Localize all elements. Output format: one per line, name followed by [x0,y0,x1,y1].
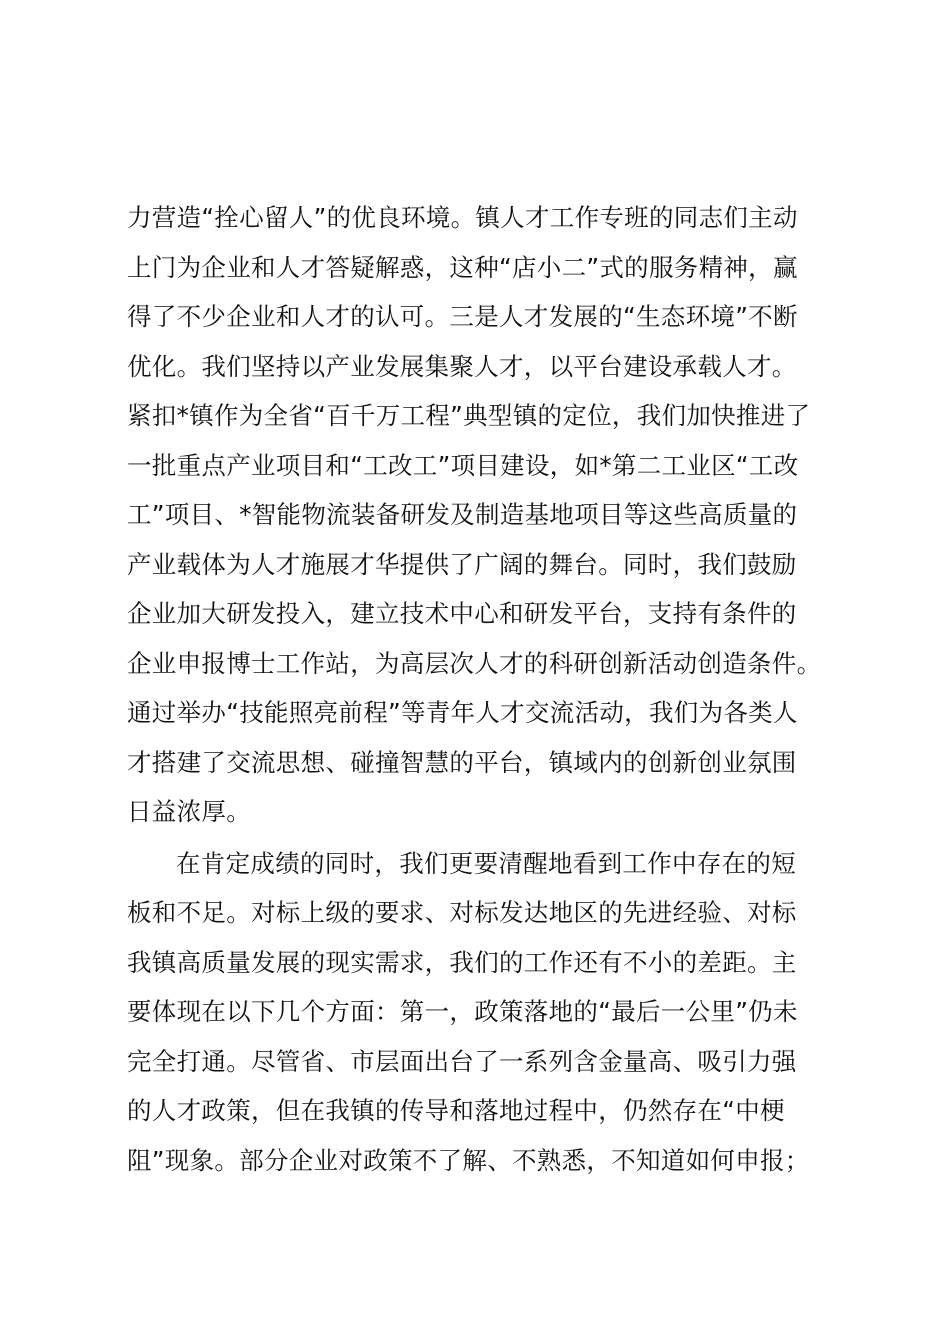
text-line: 产业载体为人才施展才华提供了广阔的舞台。同时，我们鼓励 [127,549,797,579]
text-line: 才搭建了交流思想、碰撞智慧的平台，镇域内的创新创业氛围 [127,747,797,777]
text-line-first-indented: 在肯定成绩的同时，我们更要清醒地看到工作中存在的短 [176,848,796,878]
text-line: 企业申报博士工作站，为高层次人才的科研创新活动创造条件。 [127,648,822,678]
text-line: 的人才政策，但在我镇的传导和落地过程中，仍然存在“中梗 [127,1096,785,1125]
text-line: 企业加大研发投入，建立技术中心和研发平台，支持有条件的 [127,599,797,628]
text-line: 紧扣*镇作为全省“百千万工程”典型镇的定位，我们加快推进了 [127,401,811,430]
text-line: 我镇高质量发展的现实需求，我们的工作还有不小的差距。主 [127,947,797,977]
text-line: 通过举办“技能照亮前程”等青年人才交流活动，我们为各类人 [127,698,798,727]
text-line: 力营造“拴心留人”的优良环境。镇人才工作专班的同志们主动 [127,203,798,232]
text-line: 完全打通。尽管省、市层面出台了一系列含金量高、吸引力强 [127,1046,797,1076]
text-line: 日益浓厚。 [127,797,251,826]
text-line: 板和不足。对标上级的要求、对标发达地区的先进经验、对标 [127,898,797,927]
text-line: 工”项目、*智能物流装备研发及制造基地项目等这些高质量的 [127,500,798,529]
text-line: 得了不少企业和人才的认可。三是人才发展的“生态环境”不断 [127,302,798,331]
text-line: 一批重点产业项目和“工改工”项目建设，如*第二工业区“工改 [127,450,799,480]
text-line: 优化。我们坚持以产业发展集聚人才，以平台建设承载人才。 [127,351,797,381]
paragraph-2 [127,839,827,1186]
text-line: 阻”现象。部分企业对政策不了解、不熟悉，不知道如何申报； [127,1145,810,1175]
text-line: 上门为企业和人才答疑解惑，这种“店小二”式的服务精神，赢 [127,252,798,282]
body-text [127,193,827,1185]
paragraph-1 [127,193,827,837]
text-line: 要体现在以下几个方面：第一，政策落地的“最后一公里”仍未 [127,997,798,1026]
